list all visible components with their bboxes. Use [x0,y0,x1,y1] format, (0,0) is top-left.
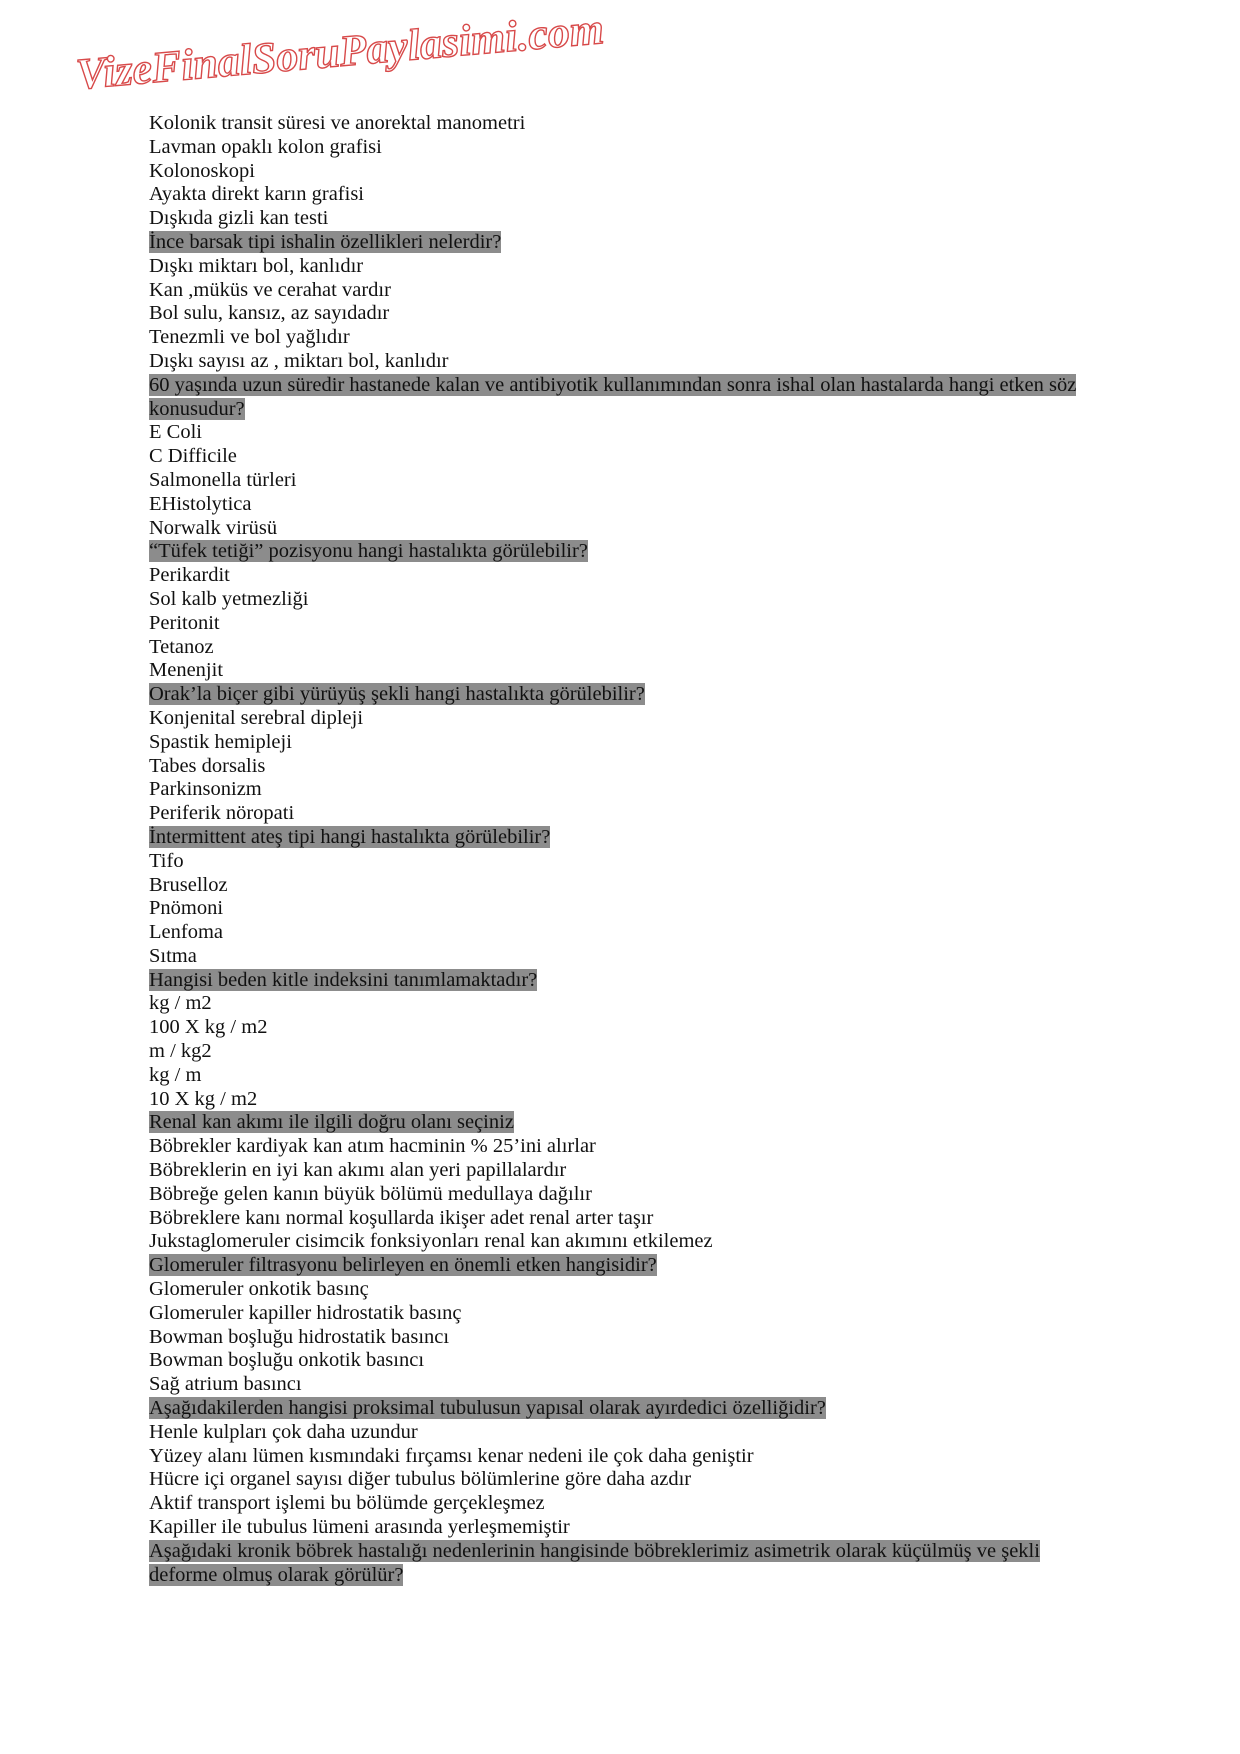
option-text: Bruselloz [149,873,228,896]
answer-option [149,1278,1076,1302]
option-text: Glomeruler onkotik basınç [149,1278,369,1301]
option-text: Tabes dorsalis [149,754,266,777]
answer-option [149,350,1076,374]
answer-option [149,302,1076,326]
answer-option [149,1159,1076,1183]
answer-option [149,255,1076,279]
option-text: Periferik nöropati [149,802,295,825]
option-text: Menenjit [149,659,224,682]
option-text: Kolonoskopi [149,159,255,182]
answer-option [149,517,1076,541]
option-text: Tenezmli ve bol yağlıdır [149,326,350,349]
question-text: deforme olmuş olarak görülür? [149,1563,404,1586]
answer-option [149,1230,1076,1254]
option-text: Sol kalb yetmezliği [149,587,309,610]
answer-option [149,469,1076,493]
question-line [149,969,1076,993]
answer-option [149,1302,1076,1326]
option-text: Peritonit [149,611,220,634]
option-text: Parkinsonizm [149,778,262,801]
option-text: Yüzey alanı lümen kısmındaki fırçamsı kenar nedeni ile çok daha geniştir [149,1444,754,1467]
option-text: m / kg2 [149,1040,212,1063]
answer-option [149,1445,1076,1469]
document-body [149,112,1076,1587]
option-text: kg / m2 [149,992,212,1015]
option-text: 10 X kg / m2 [149,1087,258,1110]
option-text: Böbreklere kanı normal koşullarda ikişer adet renal arter taşır [149,1206,654,1229]
option-text: Aktif transport işlemi bu bölümde gerçekleşmez [149,1492,545,1515]
answer-option [149,1421,1076,1445]
question-line [149,1397,1076,1421]
question-text: “Tüfek tetiği” pozisyonu hangi hastalıkta görülebilir? [149,540,588,563]
question-text: Renal kan akımı ile ilgili doğru olanı seçiniz [149,1111,514,1134]
answer-option [149,1135,1076,1159]
answer-option [149,1516,1076,1540]
option-text: EHistolytica [149,492,252,515]
option-text: Kan ,müküs ve cerahat vardır [149,278,391,301]
answer-option [149,1040,1076,1064]
question-text: Hangisi beden kitle indeksini tanımlamaktadır? [149,968,538,991]
option-text: Dışkı miktarı bol, kanlıdır [149,254,364,277]
option-text: Lenfoma [149,921,223,944]
answer-option [149,445,1076,469]
answer-option [149,778,1076,802]
option-text: Kapiller ile tubulus lümeni arasında yerleşmemiştir [149,1516,570,1539]
answer-option [149,755,1076,779]
option-text: Dışkı sayısı az , miktarı bol, kanlıdır [149,349,449,372]
option-text: Bowman boşluğu hidrostatik basıncı [149,1325,450,1348]
answer-option [149,1207,1076,1231]
question-line [149,398,1076,422]
answer-option [149,1492,1076,1516]
question-text: Aşağıdaki kronik böbrek hastalığı nedenlerinin hangisinde böbreklerimiz asimetrik olarak küçülmüş ve şekli [149,1539,1040,1562]
answer-option [149,160,1076,184]
question-line [149,374,1076,398]
answer-option [149,612,1076,636]
answer-option [149,279,1076,303]
question-line [149,1540,1076,1564]
option-text: Pnömoni [149,897,224,920]
question-line [149,1254,1076,1278]
answer-option [149,326,1076,350]
option-text: Spastik hemipleji [149,730,292,753]
option-text: Sağ atrium basıncı [149,1373,302,1396]
answer-option [149,1016,1076,1040]
option-text: Hücre içi organel sayısı diğer tubulus bölümlerine göre daha azdır [149,1468,692,1491]
question-text: İnce barsak tipi ishalin özellikleri nelerdir? [149,230,502,253]
question-text: konusudur? [149,397,245,420]
answer-option [149,1183,1076,1207]
answer-option [149,112,1076,136]
answer-option [149,421,1076,445]
question-line [149,231,1076,255]
option-text: Böbreklerin en iyi kan akımı alan yeri papillalardır [149,1159,567,1182]
option-text: kg / m [149,1063,202,1086]
option-text: 100 X kg / m2 [149,1016,268,1039]
watermark-logo [0,0,700,104]
watermark-text: VizeFinalSoruPaylasimi.com [74,4,606,99]
option-text: Glomeruler kapiller hidrostatik basınç [149,1301,462,1324]
answer-option [149,1326,1076,1350]
question-text: 60 yaşında uzun süredir hastanede kalan ve antibiyotik kullanımından sonra ishal olan hastalarda hangi etken söz [149,373,1077,396]
answer-option [149,588,1076,612]
option-text: Bol sulu, kansız, az sayıdadır [149,302,390,325]
answer-option [149,921,1076,945]
question-text: Orak’la biçer gibi yürüyüş şekli hangi hastalıkta görülebilir? [149,683,645,706]
option-text: Konjenital serebral dipleji [149,706,364,729]
answer-option [149,897,1076,921]
answer-option [149,850,1076,874]
answer-option [149,707,1076,731]
answer-option [149,1088,1076,1112]
question-line [149,1111,1076,1135]
option-text: Sıtma [149,944,197,967]
option-text: Lavman opaklı kolon grafisi [149,135,382,158]
question-line [149,540,1076,564]
option-text: Tifo [149,849,184,872]
option-text: C Difficile [149,445,237,468]
answer-option [149,945,1076,969]
option-text: Bowman boşluğu onkotik basıncı [149,1349,425,1372]
option-text: Tetanoz [149,635,214,658]
answer-option [149,1064,1076,1088]
question-line [149,683,1076,707]
option-text: Henle kulpları çok daha uzundur [149,1420,418,1443]
answer-option [149,731,1076,755]
question-line [149,826,1076,850]
option-text: E Coli [149,421,202,444]
answer-option [149,1373,1076,1397]
answer-option [149,136,1076,160]
question-text: Glomeruler filtrasyonu belirleyen en önemli etken hangisidir? [149,1254,657,1277]
question-line [149,1564,1076,1588]
question-text: Aşağıdakilerden hangisi proksimal tubulusun yapısal olarak ayırdedici özelliğidir? [149,1397,826,1420]
answer-option [149,802,1076,826]
option-text: Norwalk virüsü [149,516,278,539]
option-text: Ayakta direkt karın grafisi [149,183,364,206]
answer-option [149,659,1076,683]
option-text: Böbrekler kardiyak kan atım hacminin % 25’ini alırlar [149,1135,596,1158]
answer-option [149,992,1076,1016]
answer-option [149,636,1076,660]
option-text: Kolonik transit süresi ve anorektal manometri [149,112,526,134]
answer-option [149,183,1076,207]
answer-option [149,1468,1076,1492]
answer-option [149,874,1076,898]
answer-option [149,564,1076,588]
question-text: İntermittent ateş tipi hangi hastalıkta görülebilir? [149,825,551,848]
answer-option [149,207,1076,231]
option-text: Dışkıda gizli kan testi [149,207,329,230]
option-text: Perikardit [149,564,230,587]
option-text: Jukstaglomeruler cisimcik fonksiyonları renal kan akımını etkilemez [149,1230,713,1253]
answer-option [149,493,1076,517]
answer-option [149,1349,1076,1373]
option-text: Böbreğe gelen kanın büyük bölümü medullaya dağılır [149,1182,592,1205]
option-text: Salmonella türleri [149,468,297,491]
